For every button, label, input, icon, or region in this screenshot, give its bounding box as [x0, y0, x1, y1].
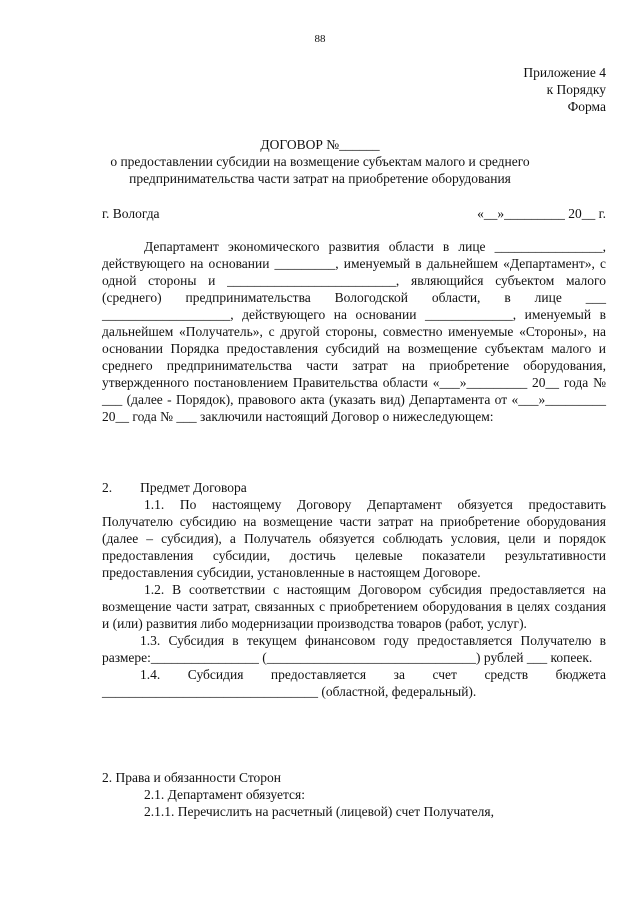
paragraph-1-3: 1.3. Субсидия в текущем финансовом году предоставляется Получателю в размере:________________ (_______________________________) рублей ___ копеек. — [102, 633, 606, 665]
paragraph-2-1-1: 2.1.1. Перечислить на расчетный (лицевой) счет Получателя, — [144, 804, 494, 819]
preamble-block — [102, 238, 606, 425]
appendix-line-2: к Порядку — [546, 82, 606, 97]
section-number: 2. — [102, 480, 113, 495]
preamble-paragraph: Департамент экономического развития области в лице ________________, действующего на основании _________, именуемый в дальнейшем «Департамент», с одной стороны и _________________________, являющийся субъектом малого (среднего) предпринимательства Вологодской области, в лице ___ ___________________, действующего на основании _____________, именуемый в дальнейшем «Получатель», с другой стороны, совместно именуемые «Стороны», на основании Порядка предоставления субсидий на возмещение субъектам малого и среднего предпринимательства части затрат на приобретение оборудования, утвержденного постановлением Правительства области «___»_________ 20__ года № ___ (далее - Порядок), правового акта (указать вид) Департамента от «___»_________ 20__ года № ___ заключили настоящий Договор о нижеследующем: — [102, 239, 606, 424]
paragraph-1-2: 1.2. В соответствии с настоящим Договором субсидия предоставляется на возмещение части затрат, связанных с приобретением оборудования в целях создания и (или) развития либо модернизации производства товаров (работ, услуг). — [102, 582, 606, 631]
city-label: г. Вологда — [102, 206, 160, 221]
appendix-line-3: Форма — [567, 99, 606, 114]
paragraph-2-1: 2.1. Департамент обязуется: — [144, 787, 305, 802]
date-line: «__»_________ 20__ г. — [477, 206, 606, 221]
section-title: Предмет Договора — [140, 480, 247, 495]
document-title — [0, 136, 640, 187]
appendix-label — [523, 64, 606, 115]
paragraph-1-1: 1.1. По настоящему Договору Департамент обязуется предоставить Получателю субсидию на возмещение части затрат на приобретение оборудования (далее – субсидия), а Получатель обязуется соблюдать условия, цели и порядок предоставления субсидии, достичь целевые показатели результативности предоставления субсидии, установленные в настоящем Договоре. — [102, 497, 606, 580]
paragraph-1-4: 1.4. Субсидия предоставляется за счет средств бюджета ________________________________ (областной, федеральный). — [102, 667, 606, 699]
title-line-3: предпринимательства части затрат на приобретение оборудования — [129, 171, 511, 186]
title-line-2: о предоставлении субсидии на возмещение субъектам малого и среднего — [110, 154, 530, 169]
page-number: 88 — [314, 33, 326, 45]
section-subject — [102, 479, 606, 700]
section-heading-subject — [102, 479, 606, 496]
title-line-1: ДОГОВОР №______ — [260, 137, 380, 152]
section-rights — [102, 769, 606, 820]
appendix-line-1: Приложение 4 — [523, 65, 606, 80]
section-heading-rights: 2. Права и обязанности Сторон — [102, 770, 282, 785]
